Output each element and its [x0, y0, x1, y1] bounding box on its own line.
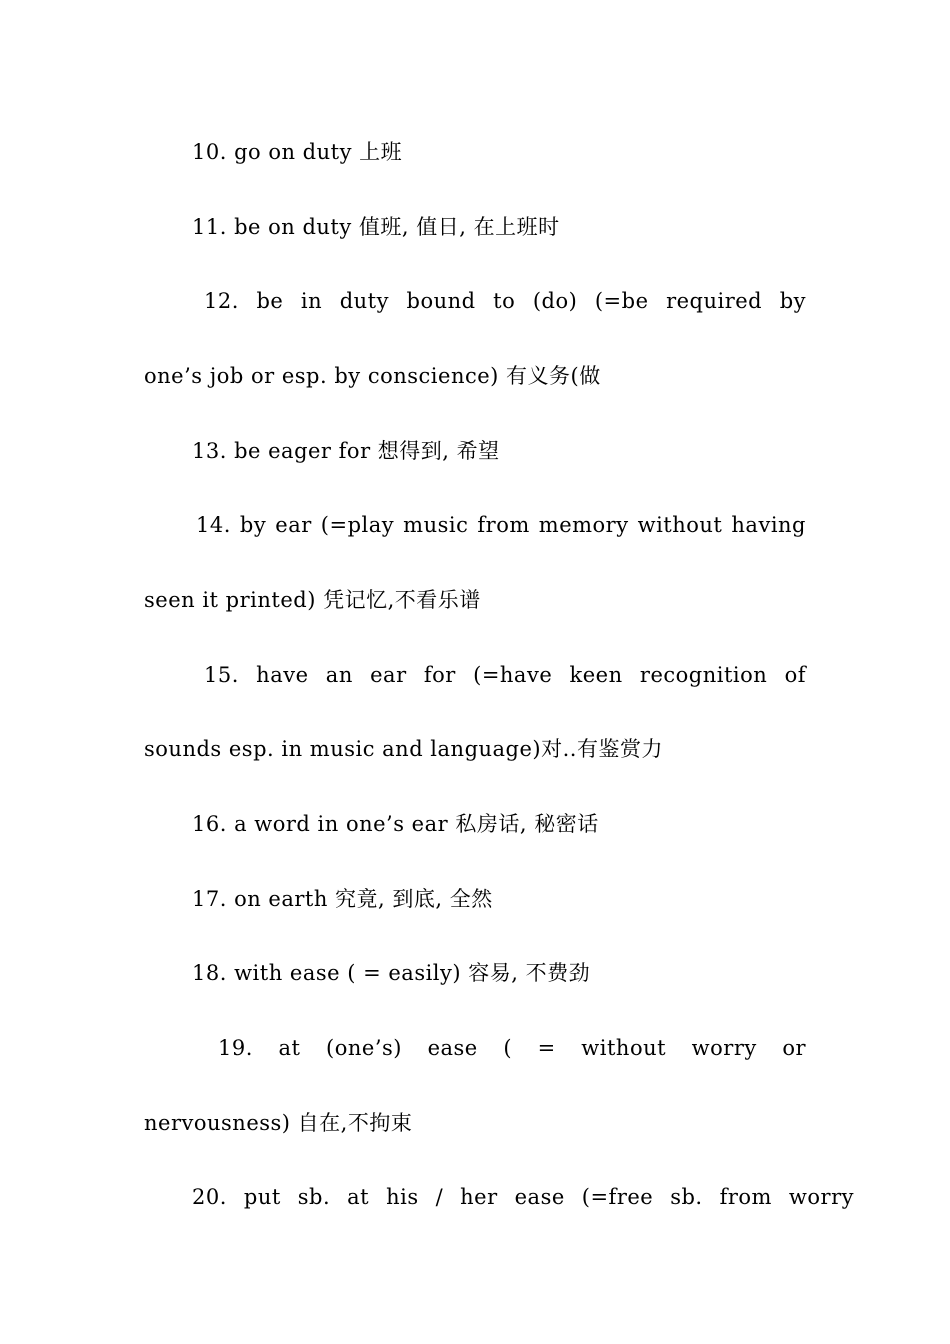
entry-12-line-2: one’s job or esp. by conscience) 有义务(做 — [144, 364, 601, 388]
entry-15-line-2: sounds esp. in music and language)对..有鉴赏力 — [144, 737, 663, 761]
entry-17: 17. on earth 究竟, 到底, 全然 — [192, 887, 493, 911]
entry-13: 13. be eager for 想得到, 希望 — [192, 439, 500, 463]
entry-11: 11. be on duty 值班, 值日, 在上班时 — [192, 215, 560, 239]
entry-16: 16. a word in one’s ear 私房话, 秘密话 — [192, 812, 599, 836]
entry-20-line-1: 20. put sb. at his / her ease (=free sb. from worry — [192, 1185, 854, 1209]
entry-19-line-2: nervousness) 自在,不拘束 — [144, 1111, 413, 1135]
entry-10: 10. go on duty 上班 — [192, 140, 403, 164]
entry-18: 18. with ease ( = easily) 容易, 不费劲 — [192, 961, 591, 985]
entry-15-line-1: 15. have an ear for (=have keen recognition of — [204, 663, 806, 687]
entry-12-line-1: 12. be in duty bound to (do) (=be required by — [204, 289, 806, 313]
entry-14-line-1: 14. by ear (=play music from memory without having — [196, 513, 806, 537]
entry-14-line-2: seen it printed) 凭记忆,不看乐谱 — [144, 588, 481, 612]
entry-19-line-1: 19. at (one’s) ease ( = without worry or — [218, 1036, 806, 1060]
